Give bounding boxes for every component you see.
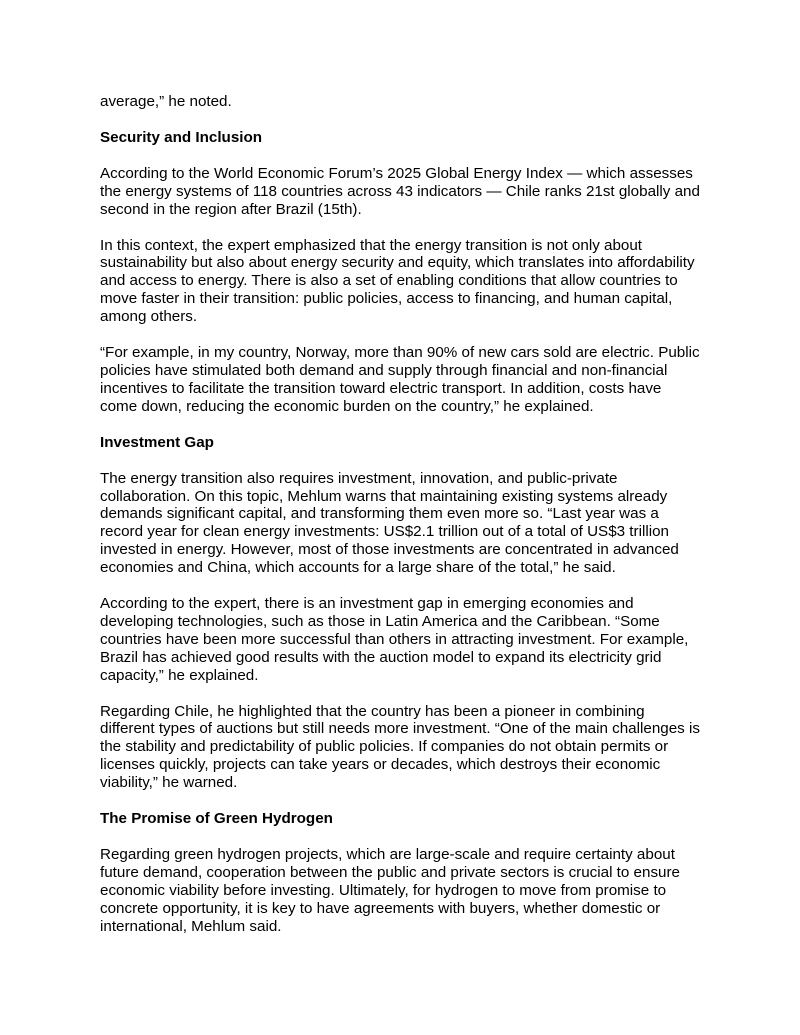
paragraph-global-energy-index: According to the World Economic Forum’s 2025 Global Energy Index — which assesses the energy systems of 118 countries across 43 indicators — Chile ranks 21st globally and second in the region after Brazil (15th). [100,164,700,218]
heading-investment-gap: Investment Gap [100,433,214,451]
paragraph-chile-auctions: Regarding Chile, he highlighted that the country has been a pioneer in combining different types of auctions but still needs more investment. “One of the main challenges is the stability and predictability of public policies. If companies do not obtain permits or licenses quickly, projects can take years or decades, which destroys their economic viability,” he warned. [100,702,700,792]
paragraph-investment-requirements: The energy transition also requires investment, innovation, and public-private collaboration. On this topic, Mehlum warns that maintaining existing systems already demands significant capital, and transforming them even more so. “Last year was a record year for clean energy investments: US$2.1 trillion out of a total of US$3 trillion invested in energy. However, most of those investments are concentrated in advanced economies and China, which accounts for a large share of the total,” he said. [100,469,679,577]
paragraph-energy-transition-context: In this context, the expert emphasized that the energy transition is not only about sustainability but also about energy security and equity, which translates into affordability and access to energy. There is also a set of enabling conditions that allow countries to move faster in their transition: public policies, access to financing, and human capital, among others. [100,236,695,326]
paragraph-green-hydrogen: Regarding green hydrogen projects, which are large-scale and require certainty about future demand, cooperation between the public and private sectors is crucial to ensure economic viability before investing. Ultimately, for hydrogen to move from promise to concrete opportunity, it is key to have agreements with buyers, whether domestic or international, Mehlum said. [100,846,680,935]
heading-security-and-inclusion: Security and Inclusion [100,128,263,146]
paragraph-continuation: average,” he noted. [100,93,232,110]
paragraph-emerging-economies: According to the expert, there is an investment gap in emerging economies and developing technologies, such as those in Latin America and the Caribbean. “Some countries have been more successful than others in attracting investment. For example, Brazil has achieved good results with the auction model to expand its electricity grid capacity,” he explained. [100,595,689,684]
article-page [100,93,700,954]
paragraph-norway-example: “For example, in my country, Norway, more than 90% of new cars sold are electric. Public policies have stimulated both demand and supply through financial and non-financial incentives to facilitate the transition toward electric transport. In addition, costs have come down, reducing the economic burden on the country,” he explained. [100,344,700,415]
heading-green-hydrogen: The Promise of Green Hydrogen [100,810,333,828]
